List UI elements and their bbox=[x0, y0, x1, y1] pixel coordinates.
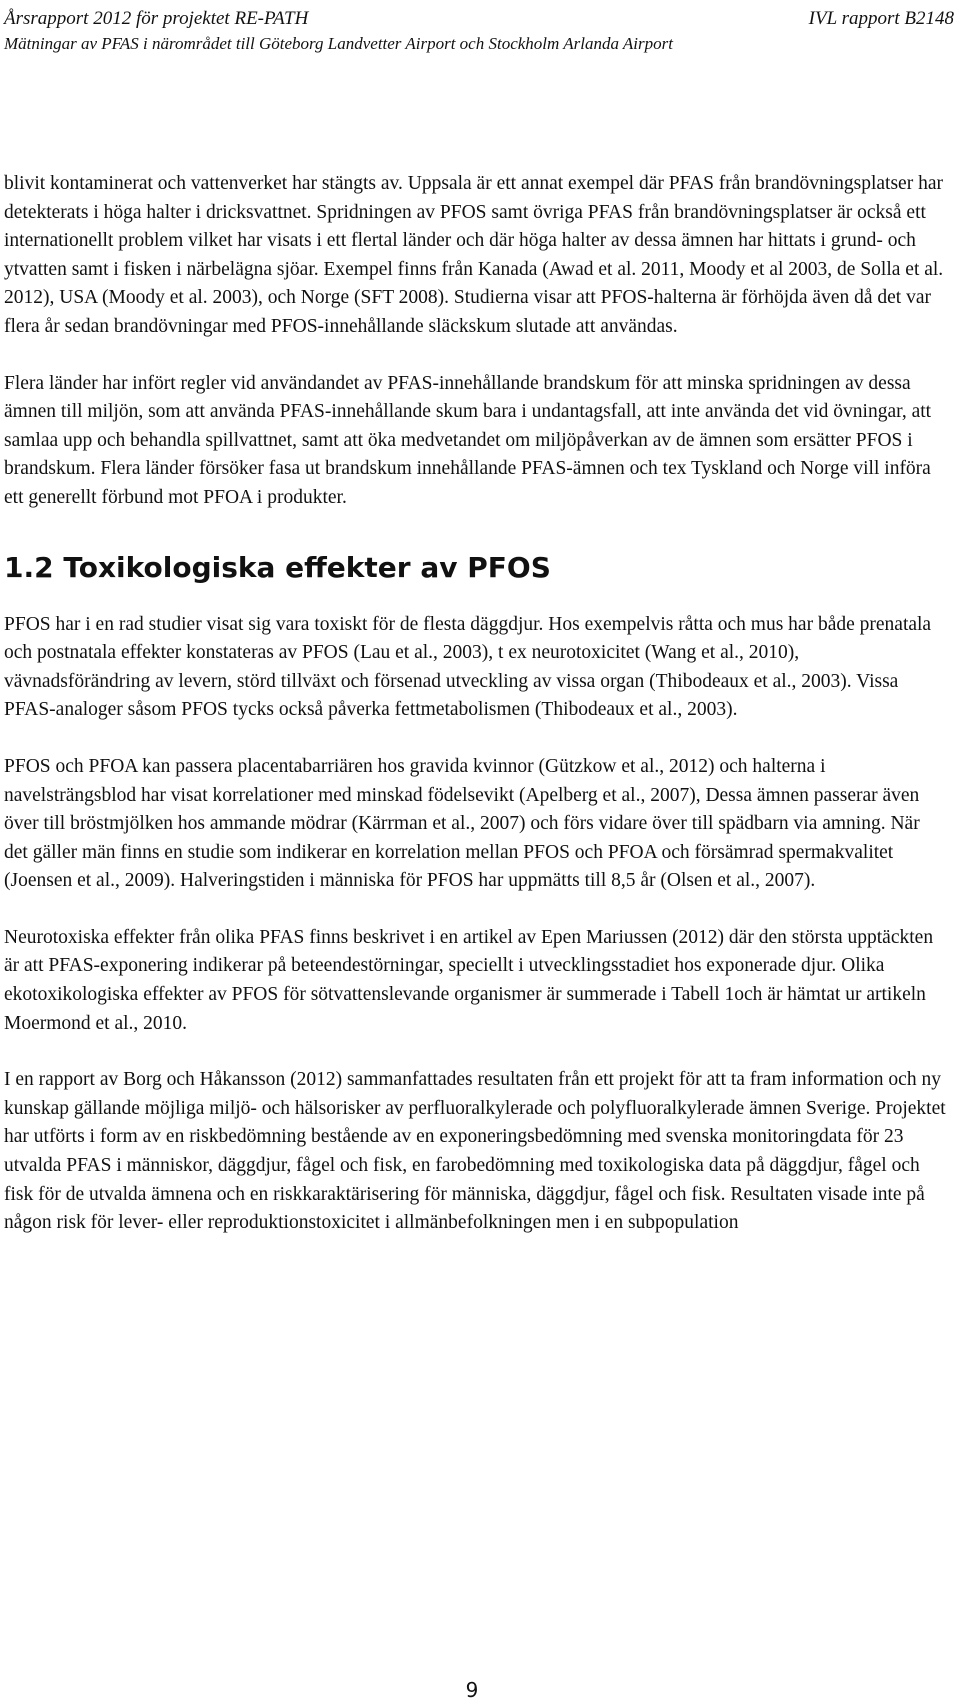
report-series-title: Årsrapport 2012 för projektet RE-PATH bbox=[4, 8, 309, 29]
section-paragraph: PFOS har i en rad studier visat sig vara toxiskt för de flesta däggdjur. Hos exempelvis råtta och mus har både prenatala och postnatala effekter konstateras av PFOS (Lau et al., 2003), t ex neurotoxicitet (Wang et al., 2010), vävnadsförändring av levern, störd tillväxt och försenad utveckling av vissa organ (Thibodeaux et al., 2003). Vissa PFAS-analoger såsom PFOS tycks också påverka fettmetabolismen (Thibodeaux et al., 2003). bbox=[4, 613, 932, 721]
section-paragraph: Neurotoxiska effekter från olika PFAS finns beskrivet i en artikel av Epen Mariussen (2012) där den största upptäckten är att PFAS-exponering indikerar på beteendestörningar, speciellt i utvecklingsstadiet hos exponerade djur. Olika ekotoxikologiska effekter av PFOS för sötvattenslevande organismer är summerade i Tabell 1och är hämtat ur artikeln Moermond et al., 2010. bbox=[4, 926, 934, 1034]
body-paragraph: blivit kontaminerat och vattenverket har stängts av. Uppsala är ett annat exempel där PFAS från brandövningsplatser har detekterats i höga halter i dricksvattnet. Spridningen av PFOS samt övriga PFAS från brandövningsplatser är också ett internationellt problem vilket har visats i ett flertal länder och där höga halter av dessa ämnen har hittats i grund- och ytvatten samt i fisken i närbelägna sjöar. Exempel finns från Kanada (Awad et al. 2011, Moody et al 2003, de Solla et al. 2012), USA (Moody et al. 2003), och Norge (SFT 2008). Studierna visar att PFOS-halterna är förhöjda även då det var flera år sedan brandövningar med PFOS-innehållande släckskum slutade att användas. bbox=[4, 173, 944, 337]
report-subtitle: Mätningar av PFAS i närområdet till Göteborg Landvetter Airport och Stockholm Arlanda Airport bbox=[4, 34, 673, 53]
page-content bbox=[4, 170, 948, 1266]
section-heading: 1.2 Toxikologiska effekter av PFOS bbox=[4, 550, 551, 584]
report-number: IVL rapport B2148 bbox=[808, 8, 954, 29]
header-row-1 bbox=[4, 6, 954, 31]
body-paragraph: Flera länder har infört regler vid användandet av PFAS-innehållande brandskum för att minska spridningen av dessa ämnen till miljön, som att använda PFAS-innehållande skum bara i undantagsfall, att inte använda det vid övningar, att samlaa upp och behandla spillvattnet, samt att öka medvetandet om miljöpåverkan av de ämnen som ersätter PFOS i brandskum. Flera länder försöker fasa ut brandskum innehållande PFAS-ämnen och tex Tyskland och Norge vill införa ett generellt förbund mot PFOA i produkter. bbox=[4, 372, 932, 508]
header-row-2 bbox=[4, 31, 954, 56]
section-paragraph: PFOS och PFOA kan passera placentabarriären hos gravida kvinnor (Gützkow et al., 2012) och halterna i navelsträngsblod har visat korrelationer med minskad födelsevikt (Apelberg et al., 2007), Dessa ämnen passerar även över till bröstmjölken hos ammande mödrar (Kärrman et al., 2007) och förs vidare över till spädbarn via amning. När det gäller män finns en studie som indikerar en korrelation mellan PFOS och PFOA och försämrad spermakvalitet (Joensen et al., 2009). Halveringstiden i människa för PFOS har uppmätts till 8,5 år (Olsen et al., 2007). bbox=[4, 755, 920, 892]
page-number: 9 bbox=[465, 1678, 479, 1702]
running-header bbox=[4, 6, 954, 56]
section-paragraph: I en rapport av Borg och Håkansson (2012) sammanfattades resultaten från ett projekt för att ta fram information och ny kunskap gällande möjliga miljö- och hälsorisker av perfluoralkylerade och polyfluoralkylerade ämnen Sverige. Projektet har utförts i form av en riskbedömning bestående av en exponeringsbedömning med svenska monitoringdata för 23 utvalda PFAS i människor, däggdjur, fågel och fisk, en farobedömning med toxikologiska data på däggdjur, fågel och fisk för de utvalda ämnena och en riskkaraktärisering för människa, däggdjur, fågel och fisk. Resultaten visade inte på någon risk för lever- eller reproduktionstoxicitet i allmänbefolkningen men i en subpopulation bbox=[4, 1069, 946, 1234]
